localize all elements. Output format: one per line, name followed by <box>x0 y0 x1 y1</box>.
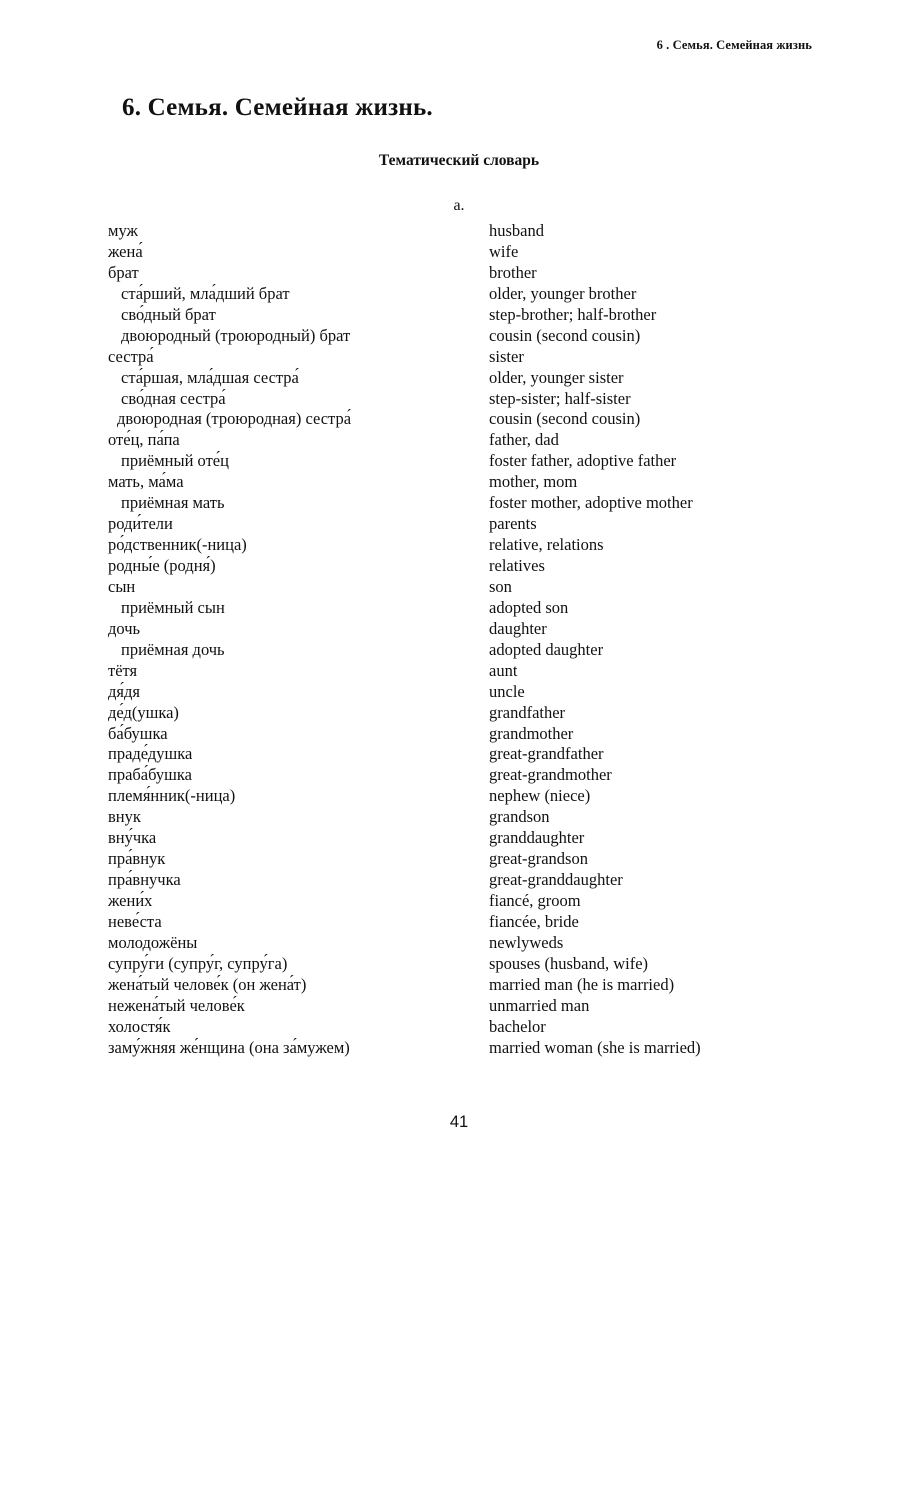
english-translation: newlyweds <box>489 932 564 952</box>
russian-term: жена́ <box>108 241 143 261</box>
section-heading: Тематический словарь <box>378 152 540 169</box>
russian-term: вну́чка <box>108 828 157 848</box>
english-translation: granddaughter <box>489 828 585 848</box>
english-translation: grandmother <box>489 723 574 743</box>
vocab-row <box>0 284 918 305</box>
russian-term: приёмная мать <box>121 493 225 513</box>
vocab-row <box>0 996 918 1017</box>
english-translation: great-granddaughter <box>489 870 623 890</box>
english-translation: step-brother; half-brother <box>489 304 657 324</box>
vocab-row <box>0 975 918 996</box>
english-translation: fiancée, bride <box>489 911 579 931</box>
russian-term: молодожёны <box>108 932 198 952</box>
english-translation: aunt <box>489 660 518 680</box>
russian-term: дя́дя <box>108 681 140 701</box>
english-translation: brother <box>489 262 537 282</box>
vocab-row <box>0 954 918 975</box>
vocab-row <box>0 849 918 870</box>
vocab-row <box>0 1038 918 1059</box>
russian-term: муж <box>108 221 138 240</box>
russian-term: оте́ц, па́па <box>108 430 180 450</box>
russian-term: супру́ги (супру́г, супру́га) <box>108 953 288 973</box>
russian-term: родны́е (родня́) <box>108 556 216 575</box>
vocab-row <box>0 326 918 347</box>
running-header: 6 . Семья. Семейная жизнь <box>656 38 812 52</box>
russian-term: нежена́тый челове́к <box>108 995 245 1015</box>
russian-term: роди́тели <box>108 514 173 534</box>
english-translation: foster mother, adoptive mother <box>489 493 693 513</box>
russian-term: пра́внук <box>108 849 166 869</box>
english-translation: uncle <box>489 681 525 701</box>
vocab-row <box>0 891 918 912</box>
russian-term: неве́ста <box>108 911 162 931</box>
vocab-row <box>0 263 918 284</box>
vocab-row <box>0 472 918 493</box>
vocab-row <box>0 556 918 577</box>
english-translation: older, younger sister <box>489 367 624 387</box>
vocab-row <box>0 451 918 472</box>
russian-term: ба́бушка <box>108 723 168 743</box>
english-translation: foster father, adoptive father <box>489 451 677 471</box>
english-translation: father, dad <box>489 430 559 450</box>
russian-term: племя́нник(-ница) <box>108 786 236 806</box>
russian-term: брат <box>108 262 139 282</box>
vocabulary-list <box>0 221 918 1059</box>
russian-term: сво́дный брат <box>121 304 216 324</box>
english-translation: bachelor <box>489 1016 546 1036</box>
russian-term: жена́тый челове́к (он жена́т) <box>108 974 307 994</box>
russian-term: тётя <box>108 660 138 680</box>
english-translation: step-sister; half-sister <box>489 388 631 408</box>
english-translation: daughter <box>489 618 547 638</box>
vocab-row <box>0 221 918 242</box>
vocab-row <box>0 765 918 786</box>
russian-term: сын <box>108 576 136 596</box>
english-translation: mother, mom <box>489 472 578 492</box>
vocab-row <box>0 724 918 745</box>
vocab-row <box>0 430 918 451</box>
english-translation: great-grandfather <box>489 744 604 764</box>
russian-term: жени́х <box>108 891 153 910</box>
english-translation: relatives <box>489 556 545 575</box>
russian-term: двоюродная (троюродная) сестра́ <box>117 409 352 429</box>
english-translation: grandson <box>489 807 550 827</box>
vocab-row <box>0 933 918 954</box>
vocab-row <box>0 703 918 724</box>
english-translation: great-grandmother <box>489 765 612 785</box>
vocab-row <box>0 409 918 430</box>
english-translation: nephew (niece) <box>489 786 591 806</box>
vocab-row <box>0 598 918 619</box>
english-translation: sister <box>489 346 524 366</box>
english-translation: son <box>489 576 512 596</box>
vocab-row <box>0 828 918 849</box>
russian-term: пра́внучка <box>108 870 181 890</box>
english-translation: married woman (she is married) <box>489 1037 701 1057</box>
vocab-row <box>0 535 918 556</box>
russian-term: заму́жняя же́нщина (она за́мужем) <box>108 1037 350 1057</box>
english-translation: cousin (second cousin) <box>489 325 641 345</box>
russian-term: сво́дная сестра́ <box>121 388 226 408</box>
russian-term: сестра́ <box>108 346 154 366</box>
vocab-row <box>0 786 918 807</box>
vocab-row <box>0 305 918 326</box>
english-translation: great-grandson <box>489 849 588 869</box>
english-translation: married man (he is married) <box>489 974 675 994</box>
english-translation: adopted daughter <box>489 639 604 659</box>
vocab-row <box>0 682 918 703</box>
vocab-row <box>0 493 918 514</box>
russian-term: приёмный оте́ц <box>121 451 229 471</box>
english-translation: unmarried man <box>489 995 590 1015</box>
russian-term: приёмный сын <box>121 597 225 617</box>
vocab-row <box>0 619 918 640</box>
vocab-row <box>0 744 918 765</box>
russian-term: ста́ршая, мла́дшая сестра́ <box>121 367 299 387</box>
russian-term: де́д(ушка) <box>108 702 179 722</box>
english-translation: fiancé, groom <box>489 891 581 910</box>
vocab-row <box>0 807 918 828</box>
russian-term: приёмная дочь <box>121 639 225 659</box>
english-translation: husband <box>489 221 544 240</box>
russian-term: праба́бушка <box>108 765 192 785</box>
russian-term: ста́рший, мла́дший брат <box>121 283 290 303</box>
russian-term: холостя́к <box>108 1016 171 1036</box>
vocab-row <box>0 514 918 535</box>
vocab-row <box>0 1017 918 1038</box>
english-translation: older, younger brother <box>489 283 637 303</box>
page-title: 6. Семья. Семейная жизнь. <box>122 94 433 121</box>
english-translation: relative, relations <box>489 535 604 555</box>
page-number: 41 <box>449 1113 469 1131</box>
vocab-row <box>0 577 918 598</box>
vocab-row <box>0 912 918 933</box>
english-translation: grandfather <box>489 702 566 722</box>
russian-term: дочь <box>108 618 141 638</box>
vocab-row <box>0 368 918 389</box>
vocab-row <box>0 661 918 682</box>
russian-term: внук <box>108 807 141 827</box>
vocab-row <box>0 242 918 263</box>
russian-term: праде́душка <box>108 744 193 764</box>
russian-term: двоюродный (троюродный) брат <box>121 325 351 345</box>
russian-term: ро́дственник(-ница) <box>108 535 247 555</box>
vocab-row <box>0 640 918 661</box>
vocab-row <box>0 870 918 891</box>
subsection-mark: a. <box>453 197 465 214</box>
english-translation: cousin (second cousin) <box>489 409 641 429</box>
english-translation: adopted son <box>489 597 569 617</box>
russian-term: мать, ма́ма <box>108 472 184 492</box>
english-translation: spouses (husband, wife) <box>489 953 649 973</box>
vocab-row <box>0 347 918 368</box>
english-translation: wife <box>489 241 519 261</box>
vocab-row <box>0 389 918 410</box>
english-translation: parents <box>489 514 537 534</box>
